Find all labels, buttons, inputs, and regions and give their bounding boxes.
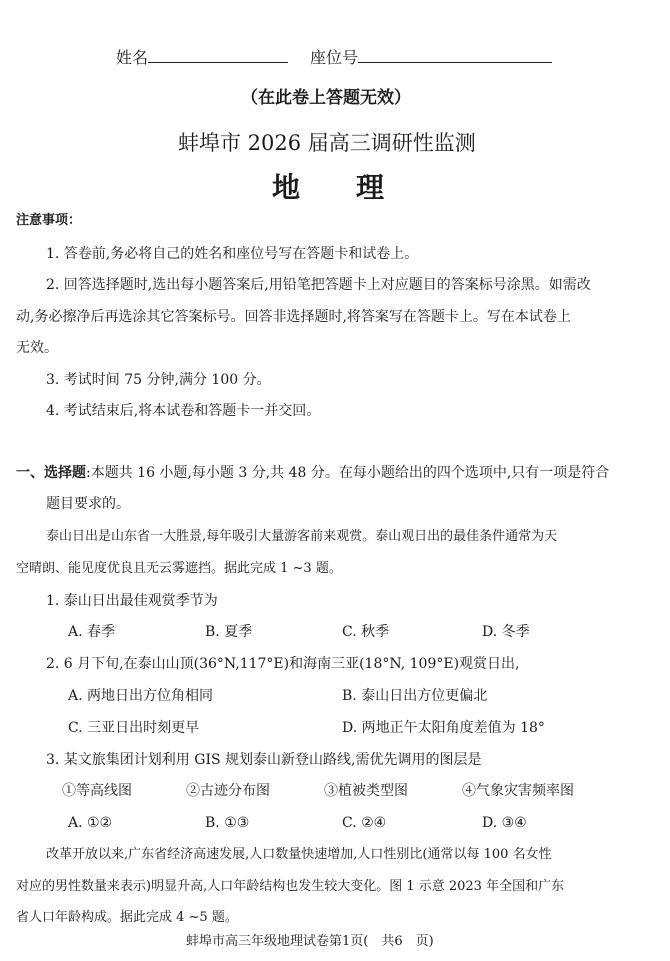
instructions-title: 注意事项： (16, 213, 82, 228)
seat-field (310, 45, 552, 68)
instruction-2-end: 无效。 (16, 340, 58, 356)
q2-option-d: D. 两地正午太阳角度差值为 18° (342, 720, 545, 736)
q3-option-b: B. ①③ (205, 815, 250, 831)
q1-option-d: D. 冬季 (482, 624, 530, 640)
instruction-2: 2. 回答选择题时,选出每小题答案后,用铅笔把答题卡上对应题目的答案标号涂黑。如需改 (46, 277, 591, 293)
instruction-4: 4. 考试结束后,将本试卷和答题卡一并交回。 (46, 403, 321, 419)
q2-option-b: B. 泰山日出方位更偏北 (342, 688, 488, 704)
seat-blank (358, 47, 552, 63)
q1-option-a: A. 春季 (68, 624, 116, 640)
name-field (116, 45, 288, 68)
exam-title: 蚌埠市 2026 届高三调研性监测 (178, 131, 476, 155)
q1-option-c: C. 秋季 (342, 624, 390, 640)
section-desc: :本题共 16 小题,每小题 3 分,共 48 分。在每小题给出的四个选项中,只有一项是符合 (86, 465, 610, 481)
q3-layer-2: ②古迹分布图 (186, 783, 270, 799)
q3-option-c: C. ②④ (342, 815, 387, 831)
instruction-2-cont: 动,务必擦净后再选涂其它答案标号。回答非选择题时,将答案写在答题卡上。写在本试卷上 (16, 309, 571, 325)
subject-title: 地 理 (272, 171, 385, 204)
passage2-line3: 省人口年龄构成。据此完成 4 ~5 题。 (16, 910, 238, 925)
passage2-line2: 对应的男性数量来表示)明显升高,人口年龄结构也发生较大变化。图 1 示意 2023 年全国和广东 (16, 879, 565, 894)
section-desc-cont: 题目要求的。 (46, 496, 130, 512)
q1-stem: 1. 泰山日出最佳观赏季节为 (46, 593, 218, 609)
section-label: 一、选择题 (16, 465, 86, 481)
instruction-1: 1. 答卷前,务必将自己的姓名和座位号写在答题卡和试卷上。 (46, 246, 419, 262)
invalid-notice: （在此卷上答题无效） (241, 88, 411, 108)
q3-layer-1: ①等高线图 (62, 783, 132, 799)
passage1-line2: 空晴朗、能见度优良且无云雾遮挡。据此完成 1 ~3 题。 (16, 561, 342, 576)
q2-stem: 2. 6 月下旬,在泰山山顶(36°N,117°E)和海南三亚(18°N, 109°E)观赏日出, (46, 656, 520, 672)
q2-option-a: A. 两地日出方位角相同 (68, 688, 214, 704)
passage1-line1: 泰山日出是山东省一大胜景,每年吸引大量游客前来观赏。泰山观日出的最佳条件通常为天 (46, 529, 558, 544)
q3-option-a: A. ①② (68, 815, 113, 831)
q1-option-b: B. 夏季 (205, 624, 253, 640)
section-heading (16, 465, 609, 481)
passage2-line1: 改革开放以来,广东省经济高速发展,人口数量快速增加,人口性别比(通常以每 100 名女性 (46, 847, 552, 862)
name-label: 姓名 (116, 48, 149, 67)
q3-layer-4: ④气象灾害频率图 (462, 783, 574, 799)
seat-label: 座位号 (310, 48, 359, 67)
name-blank (148, 47, 288, 63)
q2-option-c: C. 三亚日出时刻更早 (68, 720, 200, 736)
q3-layer-3: ③植被类型图 (324, 783, 408, 799)
q3-stem: 3. 某文旅集团计划利用 GIS 规划泰山新登山路线,需优先调用的图层是 (46, 752, 482, 768)
instruction-3: 3. 考试时间 75 分钟,满分 100 分。 (46, 372, 271, 388)
page-footer: 蚌埠市高三年级地理试卷第1页( 共6 页) (186, 934, 434, 949)
q3-option-d: D. ③④ (482, 815, 527, 831)
